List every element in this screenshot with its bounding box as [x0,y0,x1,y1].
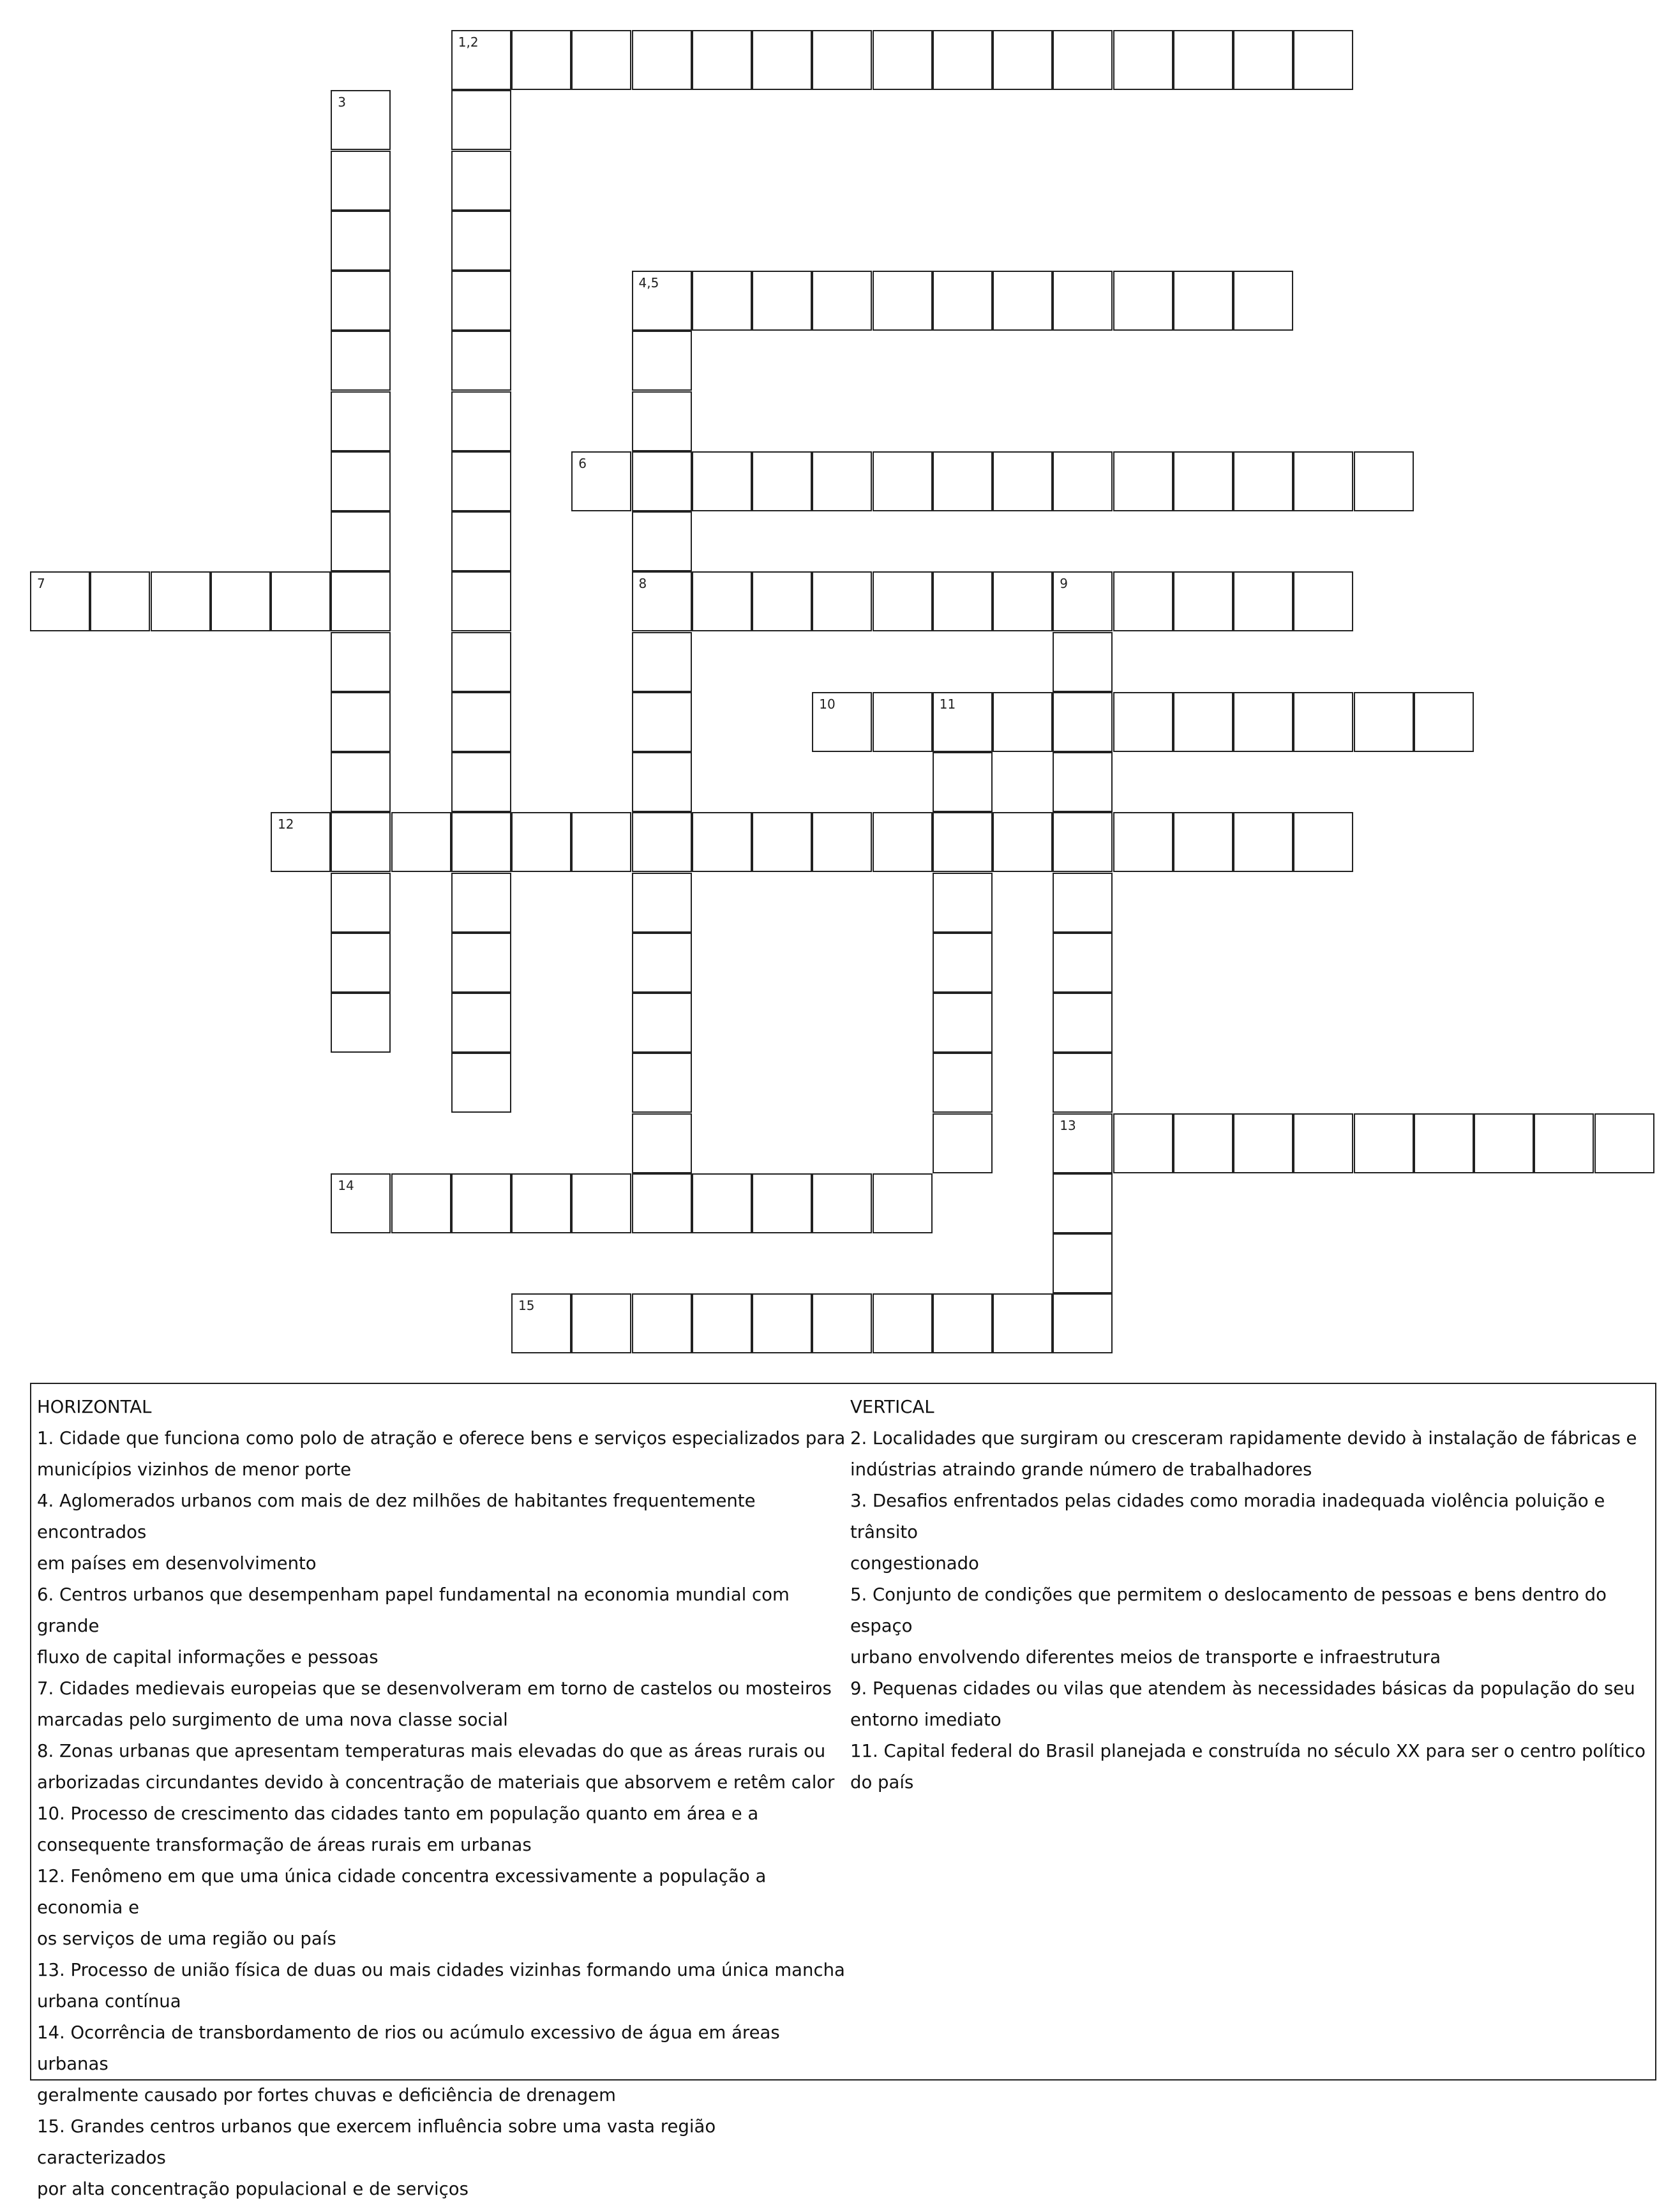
crossword-cell[interactable] [451,632,511,692]
clue-number: 14 [338,1177,354,1193]
crossword-cell[interactable] [692,571,752,631]
crossword-cell[interactable] [1233,271,1293,331]
clues-box [30,1383,1656,2199]
crossword-cell[interactable] [632,451,692,511]
across-clue-line: geralmente causado por fortes chuvas e deficiência de drenagem [37,2085,616,2105]
crossword-cell[interactable] [451,812,511,872]
down-clue-line: urbano envolvendo diferentes meios de transporte e infraestrutura [850,1647,1441,1667]
crossword-cell[interactable] [1113,692,1173,752]
crossword-cell[interactable] [993,1293,1053,1353]
crossword-cell[interactable] [1053,692,1113,752]
crossword-cell[interactable] [1053,1233,1113,1293]
crossword-cell[interactable] [1053,1173,1113,1233]
crossword-cell[interactable] [331,571,391,631]
crossword-cell[interactable] [632,933,692,993]
crossword-cell[interactable] [391,1173,451,1233]
crossword-cell[interactable] [873,812,933,872]
crossword-cell[interactable] [331,873,391,933]
crossword-cell[interactable] [812,1293,872,1353]
crossword-cell[interactable] [271,571,331,631]
crossword-cell[interactable] [1474,1113,1534,1173]
crossword-cell[interactable] [1113,451,1173,511]
across-clue-line: consequente transformação de áreas rurais em urbanas [37,1835,532,1855]
crossword-cell[interactable] [933,451,993,511]
crossword-cell[interactable] [632,752,692,812]
crossword-cell[interactable] [331,812,391,872]
crossword-cell[interactable] [632,271,692,331]
crossword-cell[interactable] [1053,812,1113,872]
clue-number: 8 [638,576,647,592]
crossword-cell[interactable] [632,632,692,692]
down-clue-line: 2. Localidades que surgiram ou cresceram rapidamente devido à instalação de fábricas e [850,1428,1637,1449]
crossword-cell[interactable] [993,571,1053,631]
down-clue-line: entorno imediato [850,1710,1001,1730]
crossword-cell[interactable] [933,1053,993,1113]
crossword-cell[interactable] [331,211,391,271]
down-clue-line: 3. Desafios enfrentados pelas cidades como moradia inadequada violência poluição e trânsito [850,1491,1605,1542]
crossword-cell[interactable] [752,812,812,872]
crossword-cell[interactable] [1173,271,1233,331]
crossword-cell[interactable] [933,933,993,993]
crossword-cell[interactable] [1354,1113,1414,1173]
crossword-cell[interactable] [451,30,511,90]
crossword-cell[interactable] [1053,993,1113,1053]
crossword-cell[interactable] [1354,692,1414,752]
crossword-cell[interactable] [1293,812,1353,872]
across-clues [37,1392,848,2205]
crossword-cell[interactable] [1233,451,1293,511]
crossword-cell[interactable] [451,451,511,511]
crossword-cell[interactable] [993,271,1053,331]
crossword-cell[interactable] [1173,692,1233,752]
crossword-cell[interactable] [692,812,752,872]
clue-number: 3 [338,94,346,110]
clue-number: 4,5 [638,275,659,290]
crossword-cell[interactable] [692,1293,752,1353]
crossword-cell[interactable] [451,571,511,631]
crossword-cell[interactable] [1173,30,1233,90]
crossword-cell[interactable] [812,812,872,872]
crossword-cell[interactable] [812,271,872,331]
down-clue-list [850,1423,1653,1798]
crossword-cell[interactable] [632,873,692,933]
crossword-cell[interactable] [331,933,391,993]
across-clue-line: em países em desenvolvimento [37,1553,317,1574]
clue-number: 15 [518,1298,535,1314]
across-clue-line: fluxo de capital informações e pessoas [37,1647,379,1667]
down-clue-line: 5. Conjunto de condições que permitem o deslocamento de pessoas e bens dentro do espaço [850,1584,1607,1636]
crossword-cell[interactable] [873,30,933,90]
crossword-cell[interactable] [1293,1113,1353,1173]
crossword-cell[interactable] [1113,271,1173,331]
crossword-cell[interactable] [1354,451,1414,511]
across-clue-line: 10. Processo de crescimento das cidades tanto em população quanto em área e a [37,1803,759,1824]
crossword-cell[interactable] [30,571,90,631]
across-clue-line: 1. Cidade que funciona como polo de atração e oferece bens e serviços especializados para [37,1428,846,1449]
crossword-cell[interactable] [1594,1113,1654,1173]
crossword-cell[interactable] [632,692,692,752]
crossword-cell[interactable] [812,1173,872,1233]
crossword-cell[interactable] [331,752,391,812]
crossword-cell[interactable] [752,1173,812,1233]
crossword-cell[interactable] [1233,1113,1293,1173]
across-clue-line: 13. Processo de união física de duas ou mais cidades vizinhas formando uma única mancha [37,1960,845,1980]
crossword-cell[interactable] [632,993,692,1053]
crossword-cell[interactable] [993,451,1053,511]
down-clue-line: do país [850,1772,914,1793]
crossword-cell[interactable] [1053,451,1113,511]
crossword-cell[interactable] [692,271,752,331]
crossword-cell[interactable] [451,1173,511,1233]
across-clue-line: urbana contínua [37,1991,181,2012]
crossword-cell[interactable] [993,692,1053,752]
across-clue-line: 14. Ocorrência de transbordamento de rios ou acúmulo excessivo de água em áreas urbanas [37,2022,780,2074]
crossword-cell[interactable] [812,451,872,511]
clue-number: 13 [1060,1117,1076,1133]
crossword-cell[interactable] [451,873,511,933]
crossword-cell[interactable] [1534,1113,1594,1173]
crossword-cell[interactable] [1293,571,1353,631]
crossword-cell[interactable] [812,571,872,631]
crossword-cell[interactable] [331,632,391,692]
crossword-cell[interactable] [933,1113,993,1173]
crossword-cell[interactable] [933,1293,993,1353]
crossword-cell[interactable] [511,812,571,872]
crossword-cell[interactable] [1053,933,1113,993]
crossword-cell[interactable] [632,331,692,391]
across-clue-list [37,1423,848,2205]
crossword-cell[interactable] [1293,451,1353,511]
crossword-cell[interactable] [1053,30,1113,90]
crossword-cell[interactable] [271,812,331,872]
clue-number: 6 [578,455,587,471]
crossword-cell[interactable] [451,90,511,150]
crossword-cell[interactable] [331,692,391,752]
crossword-cell[interactable] [692,451,752,511]
crossword-cell[interactable] [873,451,933,511]
crossword-cell[interactable] [692,30,752,90]
crossword-cell[interactable] [752,271,812,331]
crossword-cell[interactable] [632,1113,692,1173]
crossword-cell[interactable] [873,1293,933,1353]
crossword-cell[interactable] [571,1173,631,1233]
crossword-cell[interactable] [752,451,812,511]
crossword-cell[interactable] [1173,1113,1233,1173]
crossword-cell[interactable] [451,391,511,451]
crossword-cell[interactable] [692,1173,752,1233]
clue-number: 11 [939,696,956,712]
crossword-cell[interactable] [993,812,1053,872]
crossword-cell[interactable] [632,30,692,90]
crossword-cell[interactable] [933,692,993,752]
clue-number: 7 [37,576,45,592]
crossword-cell[interactable] [451,993,511,1053]
across-clue-line: arborizadas circundantes devido à concentração de materiais que absorvem e retêm calor [37,1772,835,1793]
crossword-cell[interactable] [1113,30,1173,90]
crossword-cell[interactable] [1053,571,1113,631]
crossword-cell[interactable] [331,90,391,150]
crossword-cell[interactable] [571,812,631,872]
crossword-cell[interactable] [1414,1113,1474,1173]
crossword-cell[interactable] [1173,571,1233,631]
crossword-cell[interactable] [1233,812,1293,872]
crossword-cell[interactable] [331,271,391,331]
crossword-cell[interactable] [1053,1053,1113,1113]
down-heading: VERTICAL [850,1397,934,1417]
crossword-cell[interactable] [632,1293,692,1353]
across-clue-line: por alta concentração populacional e de serviços [37,2179,469,2199]
crossword-cell[interactable] [331,391,391,451]
crossword-cell[interactable] [331,451,391,511]
crossword-cell[interactable] [451,151,511,211]
crossword-cell[interactable] [933,993,993,1053]
crossword-cell[interactable] [90,571,150,631]
crossword-cell[interactable] [1053,1293,1113,1353]
crossword-cell[interactable] [571,1293,631,1353]
crossword-cell[interactable] [1113,1113,1173,1173]
crossword-cell[interactable] [451,1053,511,1113]
down-clue-line: indústrias atraindo grande número de trabalhadores [850,1459,1312,1480]
crossword-cell[interactable] [571,30,631,90]
crossword-cell[interactable] [933,571,993,631]
crossword-cell[interactable] [331,151,391,211]
crossword-cell[interactable] [331,511,391,571]
crossword-cell[interactable] [331,993,391,1053]
crossword-cell[interactable] [571,451,631,511]
across-clue-line: 15. Grandes centros urbanos que exercem influência sobre uma vasta região caracterizados [37,2116,716,2168]
down-clue-line: congestionado [850,1553,979,1574]
crossword-cell[interactable] [451,271,511,331]
crossword-cell[interactable] [391,812,451,872]
crossword-cell[interactable] [1173,451,1233,511]
crossword-cell[interactable] [632,1053,692,1113]
across-heading: HORIZONTAL [37,1397,152,1417]
crossword-cell[interactable] [451,331,511,391]
clue-number: 1,2 [458,34,479,50]
down-clue-line: 11. Capital federal do Brasil planejada e construída no século XX para ser o centro político [850,1741,1646,1761]
crossword-cell[interactable] [1233,30,1293,90]
crossword-cell[interactable] [873,1173,933,1233]
crossword-cell[interactable] [451,752,511,812]
across-clue-line: 12. Fenômeno em que uma única cidade concentra excessivamente a população a economia e [37,1866,767,1918]
crossword-cell[interactable] [1053,1113,1113,1173]
across-clue-line: 6. Centros urbanos que desempenham papel fundamental na economia mundial com grande [37,1584,790,1636]
crossword-cell[interactable] [1053,271,1113,331]
crossword-cell[interactable] [933,30,993,90]
crossword-cell[interactable] [873,692,933,752]
crossword-cell[interactable] [211,571,271,631]
crossword-cell[interactable] [451,511,511,571]
crossword-cell[interactable] [1113,571,1173,631]
across-clue-line: os serviços de uma região ou país [37,1929,336,1949]
crossword-cell[interactable] [1233,692,1293,752]
crossword-cell[interactable] [873,271,933,331]
crossword-cell[interactable] [451,933,511,993]
crossword-cell[interactable] [451,211,511,271]
clue-number: 10 [819,696,836,712]
crossword-cell[interactable] [752,571,812,631]
crossword-cell[interactable] [812,30,872,90]
crossword-cell[interactable] [1113,812,1173,872]
across-clue-line: municípios vizinhos de menor porte [37,1459,352,1480]
crossword-cell[interactable] [151,571,211,631]
clue-number: 12 [278,817,294,832]
crossword-cell[interactable] [1053,873,1113,933]
crossword-cell[interactable] [1233,571,1293,631]
crossword-cell[interactable] [511,1293,571,1353]
across-clue-line: marcadas pelo surgimento de uma nova classe social [37,1710,508,1730]
crossword-cell[interactable] [933,271,993,331]
crossword-cell[interactable] [1293,30,1353,90]
crossword-cell[interactable] [451,692,511,752]
across-clue-line: 7. Cidades medievais europeias que se desenvolveram em torno de castelos ou mosteiros [37,1678,832,1699]
crossword-cell[interactable] [1173,812,1233,872]
down-clues [850,1392,1653,1798]
crossword-cell[interactable] [752,1293,812,1353]
crossword-cell[interactable] [933,752,993,812]
crossword-cell[interactable] [1053,632,1113,692]
crossword-cell[interactable] [331,1173,391,1233]
crossword-cell[interactable] [812,692,872,752]
crossword-cell[interactable] [1414,692,1474,752]
clue-number: 9 [1060,576,1068,592]
crossword-cell[interactable] [933,873,993,933]
crossword-cell[interactable] [933,812,993,872]
crossword-cell[interactable] [331,331,391,391]
crossword-cell[interactable] [632,812,692,872]
across-clue-line: 4. Aglomerados urbanos com mais de dez milhões de habitantes frequentemente encontrados [37,1491,756,1542]
crossword-cell[interactable] [1293,692,1353,752]
crossword-cell[interactable] [752,30,812,90]
crossword-cell[interactable] [993,30,1053,90]
across-clue-line: 8. Zonas urbanas que apresentam temperaturas mais elevadas do que as áreas rurais ou [37,1741,826,1761]
crossword-cell[interactable] [632,1173,692,1233]
crossword-cell[interactable] [511,30,571,90]
crossword-cell[interactable] [632,391,692,451]
crossword-cell[interactable] [873,571,933,631]
crossword-cell[interactable] [632,511,692,571]
crossword-cell[interactable] [511,1173,571,1233]
crossword-cell[interactable] [1053,752,1113,812]
crossword-cell[interactable] [632,571,692,631]
down-clue-line: 9. Pequenas cidades ou vilas que atendem às necessidades básicas da população do seu [850,1678,1635,1699]
